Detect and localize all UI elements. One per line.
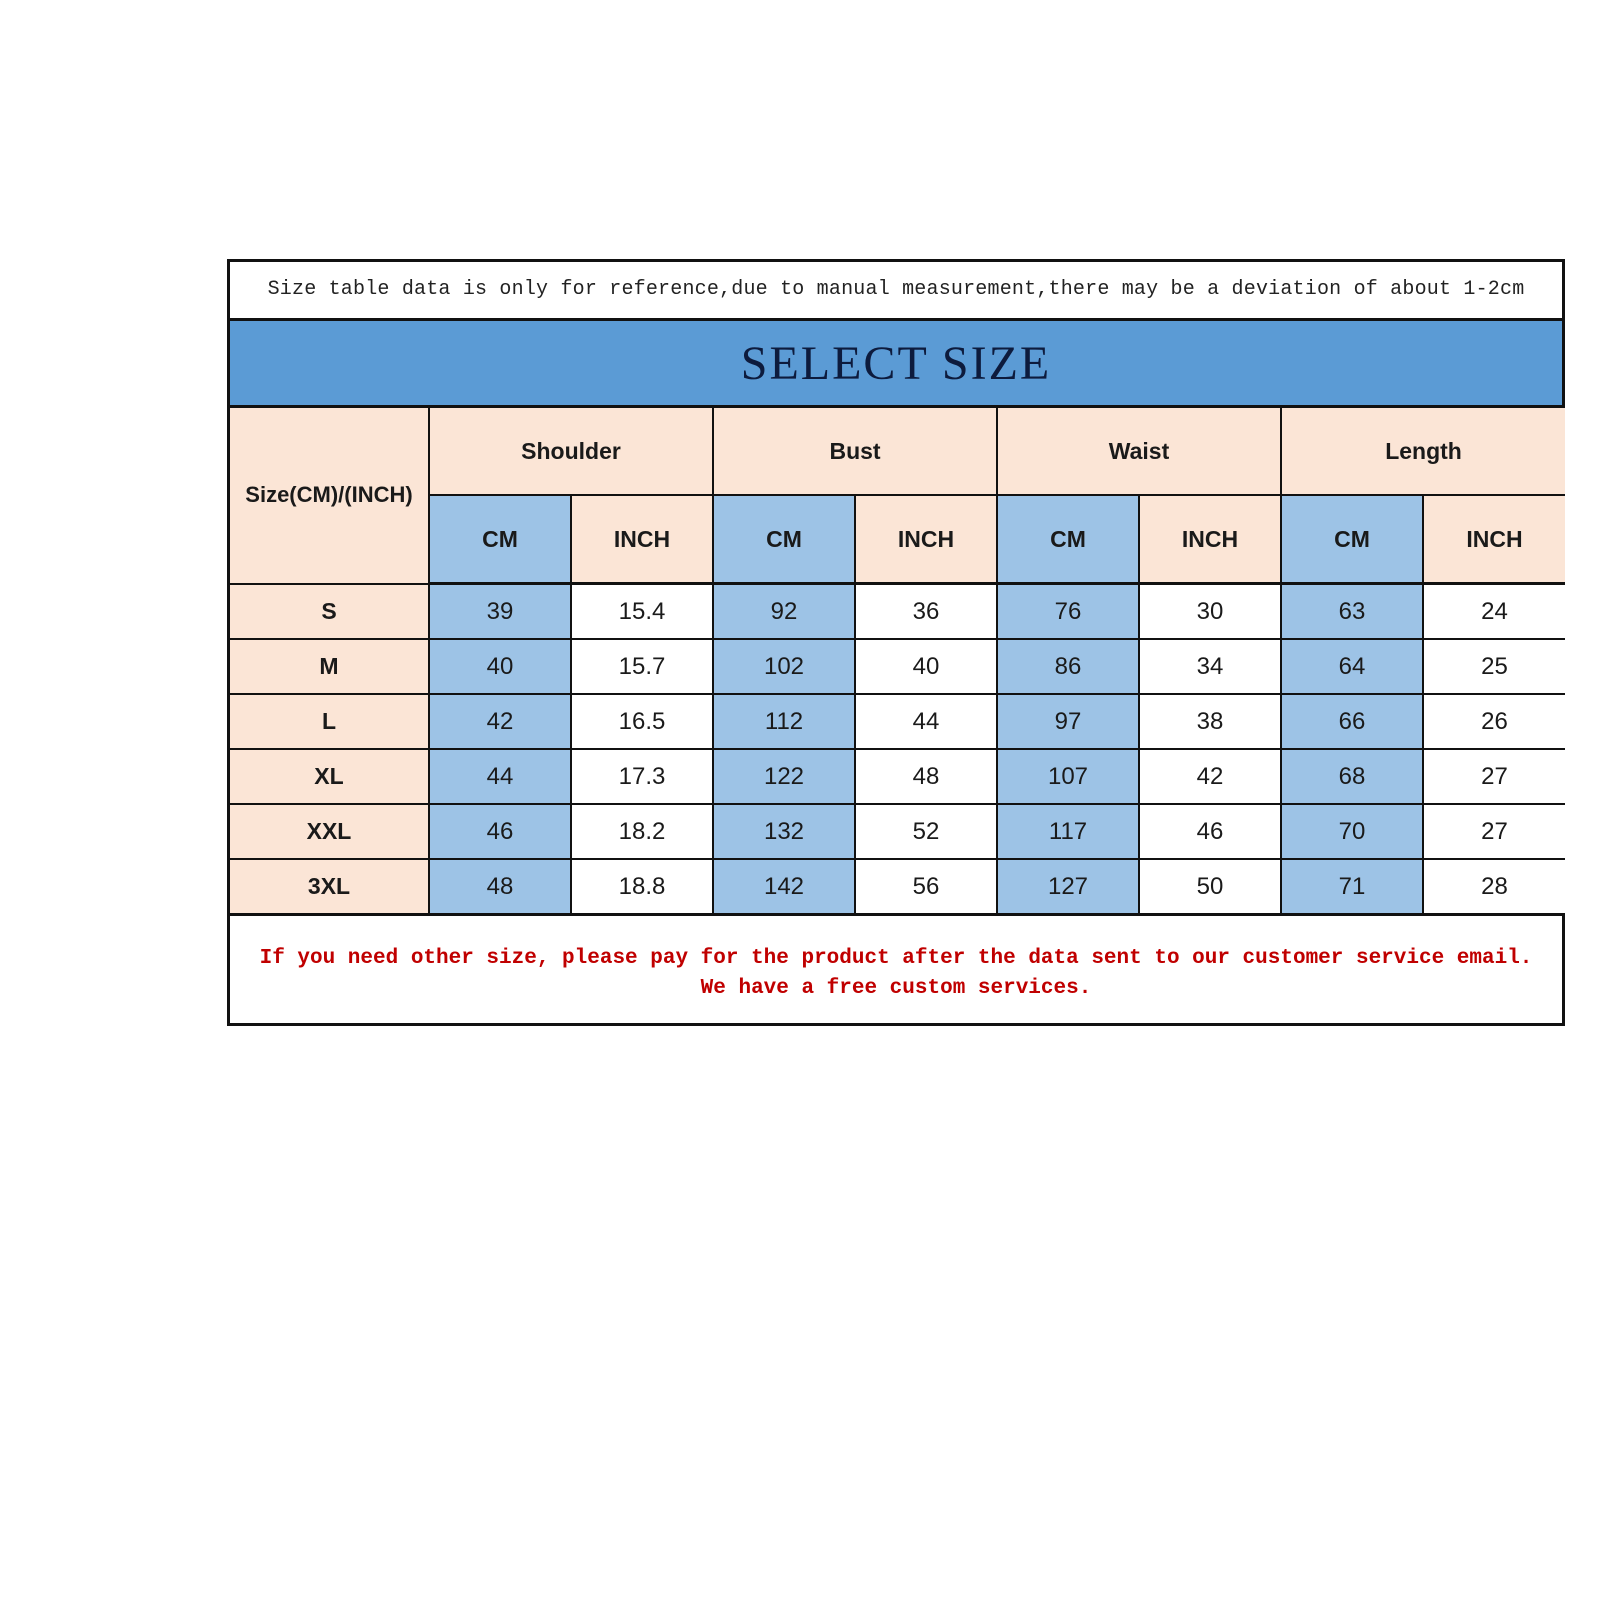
inch-value-cell: 50 [1139,859,1281,913]
group-header-bust: Bust [713,408,997,495]
inch-value-cell: 25 [1423,639,1565,694]
table-row [230,694,1565,749]
cm-value-cell: 127 [997,859,1139,913]
unit-header-cm: CM [713,495,855,584]
note-line-2: We have a free custom services. [700,977,1092,1000]
cm-value-cell: 70 [1281,804,1423,859]
inch-value-cell: 42 [1139,749,1281,804]
group-header-length: Length [1281,408,1565,495]
table-row [230,804,1565,859]
size-label: S [230,584,429,640]
unit-header-inch: INCH [1139,495,1281,584]
cm-value-cell: 46 [429,804,571,859]
unit-header-cm: CM [429,495,571,584]
cm-value-cell: 76 [997,584,1139,640]
inch-value-cell: 16.5 [571,694,713,749]
unit-header-inch: INCH [571,495,713,584]
table-row [230,749,1565,804]
inch-value-cell: 38 [1139,694,1281,749]
unit-header-cm: CM [997,495,1139,584]
inch-value-cell: 48 [855,749,997,804]
inch-value-cell: 18.8 [571,859,713,913]
inch-value-cell: 18.2 [571,804,713,859]
size-rows [230,584,1565,914]
cm-value-cell: 64 [1281,639,1423,694]
size-table [230,408,1565,913]
table-row [230,584,1565,640]
disclaimer-text: Size table data is only for reference,due to manual measurement,there may be a deviation of about 1-2cm [230,262,1562,321]
inch-value-cell: 34 [1139,639,1281,694]
inch-value-cell: 44 [855,694,997,749]
group-header-shoulder: Shoulder [429,408,713,495]
inch-value-cell: 15.4 [571,584,713,640]
inch-value-cell: 52 [855,804,997,859]
inch-value-cell: 24 [1423,584,1565,640]
group-header-waist: Waist [997,408,1281,495]
inch-value-cell: 36 [855,584,997,640]
inch-value-cell: 28 [1423,859,1565,913]
cm-value-cell: 142 [713,859,855,913]
inch-value-cell: 46 [1139,804,1281,859]
cm-value-cell: 102 [713,639,855,694]
cm-value-cell: 71 [1281,859,1423,913]
cm-value-cell: 48 [429,859,571,913]
inch-value-cell: 27 [1423,804,1565,859]
table-row [230,859,1565,913]
cm-value-cell: 117 [997,804,1139,859]
cm-value-cell: 92 [713,584,855,640]
cm-value-cell: 42 [429,694,571,749]
size-label: XL [230,749,429,804]
inch-value-cell: 30 [1139,584,1281,640]
size-chart [227,259,1565,1026]
custom-size-note [230,913,1562,1023]
inch-value-cell: 15.7 [571,639,713,694]
chart-title: SELECT SIZE [230,321,1562,408]
cm-value-cell: 66 [1281,694,1423,749]
inch-value-cell: 40 [855,639,997,694]
cm-value-cell: 40 [429,639,571,694]
unit-header-inch: INCH [1423,495,1565,584]
inch-value-cell: 17.3 [571,749,713,804]
cm-value-cell: 39 [429,584,571,640]
cm-value-cell: 97 [997,694,1139,749]
size-label: 3XL [230,859,429,913]
cm-value-cell: 86 [997,639,1139,694]
inch-value-cell: 56 [855,859,997,913]
size-label: M [230,639,429,694]
header-unit-row [230,495,1565,584]
cm-value-cell: 122 [713,749,855,804]
unit-header-inch: INCH [855,495,997,584]
inch-value-cell: 26 [1423,694,1565,749]
cm-value-cell: 107 [997,749,1139,804]
cm-value-cell: 132 [713,804,855,859]
size-label: L [230,694,429,749]
cm-value-cell: 68 [1281,749,1423,804]
size-column-header: Size(CM)/(INCH) [230,408,429,584]
note-line-1: If you need other size, please pay for the product after the data sent to our customer service email. [259,947,1533,970]
header-group-row [230,408,1565,495]
unit-header-cm: CM [1281,495,1423,584]
cm-value-cell: 44 [429,749,571,804]
cm-value-cell: 63 [1281,584,1423,640]
table-row [230,639,1565,694]
cm-value-cell: 112 [713,694,855,749]
size-label: XXL [230,804,429,859]
inch-value-cell: 27 [1423,749,1565,804]
